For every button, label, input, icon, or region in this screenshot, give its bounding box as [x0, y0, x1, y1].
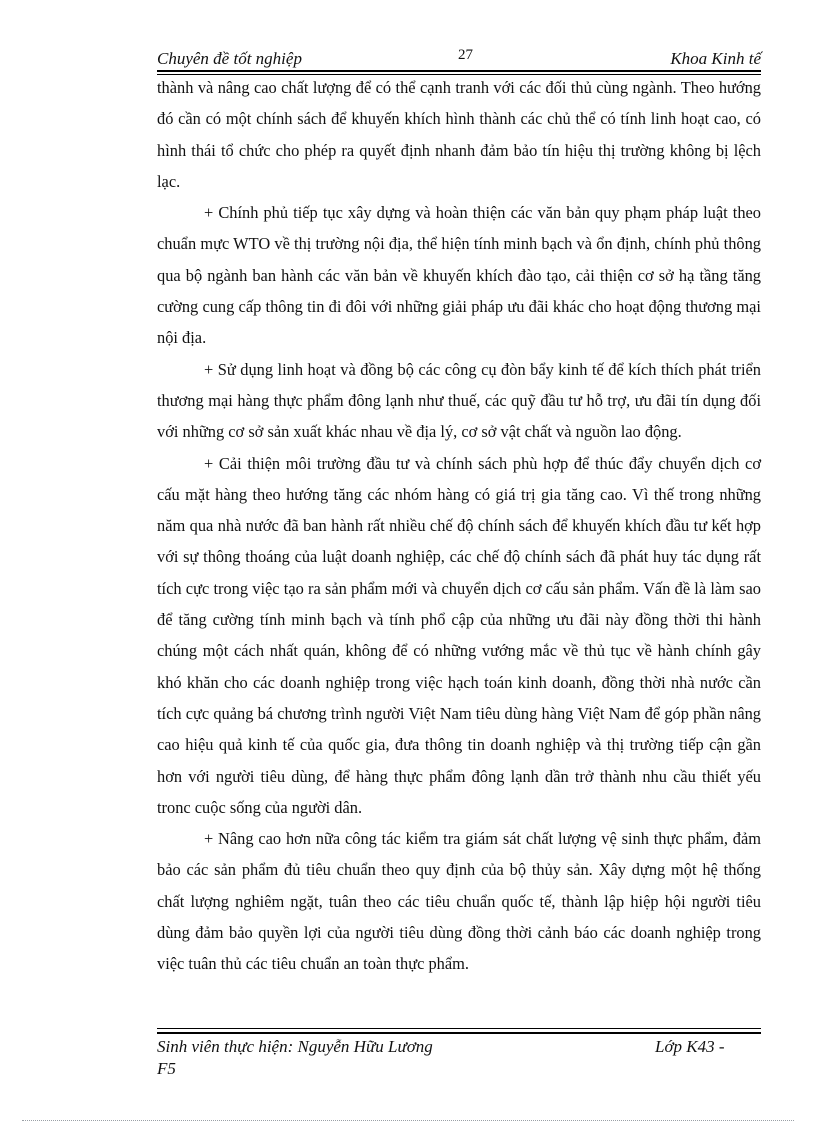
- class-label-continued: F5: [157, 1059, 176, 1078]
- page-header: [157, 47, 761, 71]
- document-title: Chuyên đề tốt nghiệp: [157, 49, 302, 68]
- student-name: Sinh viên thực hiện: Nguyễn Hữu Lương: [157, 1037, 433, 1056]
- paragraph: + Sử dụng linh hoạt và đồng bộ các công cụ đòn bẩy kinh tế để kích thích phát triển thương mại hàng thực phẩm đông lạnh như thuế, các quỹ đầu tư hỗ trợ, ưu đãi tín dụng đối với những cơ sở sản xuất khác nhau về địa lý, cơ sở vật chất và nguồn lao động.: [157, 359, 761, 442]
- paragraph: thành và nâng cao chất lượng để có thể cạnh tranh với các đối thủ cùng ngành. Theo hướng đó cần có một chính sách để khuyến khích hình thành các chủ thể có tính linh hoạt cao, có hình thái tổ chức cho phép ra quyết định nhanh đảm bảo tín hiệu thị trường không bị lệch lạc.: [157, 78, 761, 191]
- page-number: 27: [458, 47, 473, 63]
- paragraph: + Cải thiện môi trường đầu tư và chính sách phù hợp để thúc đẩy chuyển dịch cơ cấu mặt hàng theo hướng tăng các nhóm hàng có giá trị gia tăng cao. Vì thế trong những năm qua nhà nước đã ban hành rất nhiều chế độ chính sách để khuyến khích đầu tư kết hợp với sự thông thoáng của luật doanh nghiệp, các chế độ chính sách đã phát huy tác dụng rất tích cực trong việc tạo ra sản phẩm mới và chuyển dịch cơ cấu sản phẩm. Vấn đề là làm sao để tăng cường tính minh bạch và tính phổ cập của những ưu đãi này đồng thời thi hành chúng một cách nhất quán, không để có những vướng mắc về thủ tục về hành chính gây khó khăn cho các doanh nghiệp trong việc hạch toán kinh doanh, đồng thời nhà nước cần tích cực quảng bá chương trình người Việt Nam tiêu dùng hàng Việt Nam để góp phần nâng cao hiệu quả kinh tế của quốc gia, đưa thông tin doanh nghiệp và thị trường tiếp cận gần hơn với người tiêu dùng, để hàng thực phẩm đông lạnh dần trở thành nhu cầu thiết yếu tronc cuộc sống của người dân.: [157, 453, 761, 817]
- department-name: Khoa Kinh tế: [670, 49, 761, 68]
- footer-rule: [157, 1032, 761, 1034]
- footer-rule-thin: [157, 1028, 761, 1029]
- paragraph: + Chính phủ tiếp tục xây dựng và hoàn thiện các văn bản quy phạm pháp luật theo chuẩn mực WTO về thị trường nội địa, thể hiện tính minh bạch và ổn định, chính phủ thông qua bộ ngành ban hành các văn bản về khuyến khích đào tạo, cải thiện cơ sở hạ tầng tăng cường cung cấp thông tin đi đôi với những giải pháp ưu đãi khác cho hoạt động thương mại nội địa.: [157, 203, 761, 348]
- paragraph: + Nâng cao hơn nữa công tác kiểm tra giám sát chất lượng vệ sinh thực phẩm, đảm bảo các sản phẩm đủ tiêu chuẩn theo quy định của bộ thủy sản. Xây dựng một hệ thống chất lượng nghiêm ngặt, tuân theo các tiêu chuẩn quốc tế, thành lập hiệp hội người tiêu dùng đảm bảo quyền lợi của người tiêu dùng đồng thời cảnh báo các doanh nghiệp trong việc tuân thủ các tiêu chuẩn an toàn thực phẩm.: [157, 829, 761, 974]
- page-boundary: [22, 1120, 794, 1121]
- class-label: Lớp K43 -: [655, 1037, 725, 1056]
- body-text: [157, 72, 761, 980]
